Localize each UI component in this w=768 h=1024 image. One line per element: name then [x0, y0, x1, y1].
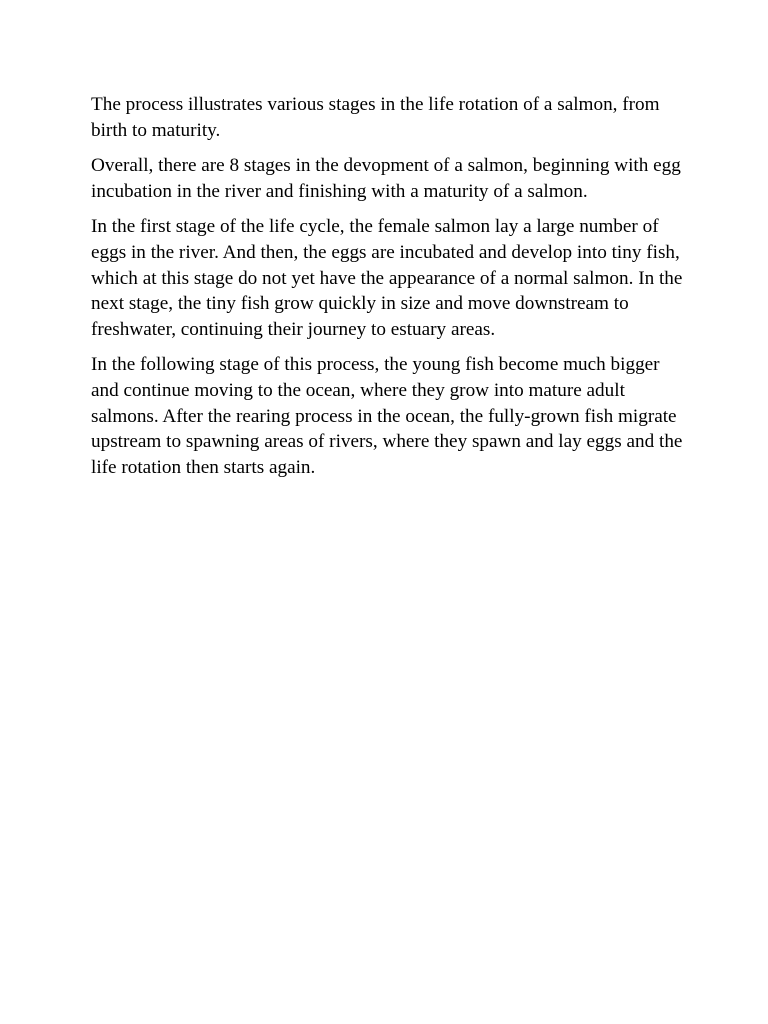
paragraph-overview: Overall, there are 8 stages in the devopment of a salmon, beginning with egg incubation in the river and finishing with a maturity of a salmon.: [91, 155, 681, 202]
paragraph-body-first: In the first stage of the life cycle, the female salmon lay a large number of eggs in the river. And then, the eggs are incubated and develop into tiny fish, which at this stage do not yet have the appearance of a normal salmon. In the next stage, the tiny fish grow quickly in size and move downstream to freshwater, continuing their journey to estuary areas.: [91, 216, 683, 340]
paragraph-body-second: In the following stage of this process, the young fish become much bigger and continue moving to the ocean, where they grow into mature adult salmons. After the rearing process in the ocean, the fully-grown fish migrate upstream to spawning areas of rivers, where they spawn and lay eggs and the life rotation then starts again.: [91, 354, 683, 478]
paragraph-introduction: The process illustrates various stages in the life rotation of a salmon, from birth to maturity.: [91, 94, 660, 141]
document-page: [91, 92, 687, 490]
